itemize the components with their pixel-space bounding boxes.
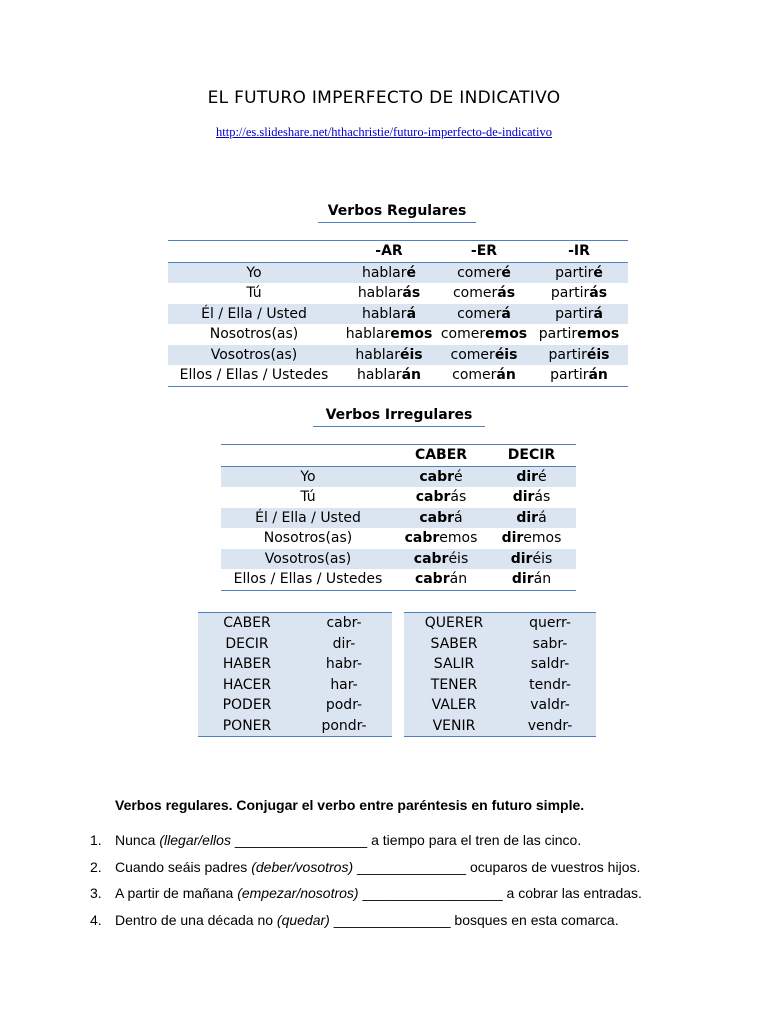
verb-stem: hablar [361, 305, 407, 322]
pronoun-cell: Vosotros(as) [264, 550, 352, 567]
verb-ending: ás [450, 489, 467, 506]
verb-hint: (empezar/nosotros) [237, 885, 359, 901]
pronoun-cell: Tú [300, 489, 316, 506]
table-header-row [168, 241, 628, 263]
stem-cell: valdr- [530, 697, 570, 714]
conjugation-cell-decir [487, 549, 576, 570]
pronoun-cell: Yo [246, 264, 262, 281]
stem-row [404, 716, 596, 737]
conjugation-cell-er [438, 304, 530, 325]
verb-stem: partir [555, 264, 594, 281]
exercise-text [115, 885, 642, 901]
conjugation-cell-caber [395, 487, 487, 508]
answer-blank[interactable]: _________________ [230, 832, 372, 848]
conjugation-cell-decir [487, 508, 576, 529]
irregular-stems-table-left [198, 612, 392, 737]
verb-stem: dir [512, 489, 535, 506]
stem-cell: podr- [325, 697, 363, 714]
verb-stem: cabr [413, 550, 449, 567]
stem-row [404, 613, 596, 634]
verb-ending: emos [485, 326, 528, 343]
verb-stem: partir [538, 326, 578, 343]
header-ir: -IR [568, 243, 590, 260]
verb-ending: án [401, 367, 421, 384]
table-row [221, 466, 576, 487]
pronoun-cell: Nosotros(as) [209, 326, 299, 343]
verb-ending: á [501, 305, 511, 322]
stem-cell: saldr- [530, 656, 570, 673]
stem-row [198, 716, 392, 737]
verb-ending: emos [390, 326, 433, 343]
exercise-prefix: A partir de mañana [115, 885, 238, 901]
conjugation-cell-ir [530, 304, 628, 325]
verb-ending: éis [399, 346, 423, 363]
verb-ending: éis [448, 550, 469, 567]
stem-cell: har- [330, 676, 358, 693]
conjugation-cell-decir [487, 569, 576, 590]
verb-stem: hablar [357, 367, 402, 384]
verb-stem: partir [550, 285, 590, 302]
verb-stem: cabr [415, 489, 451, 506]
conjugation-cell-er [438, 345, 530, 366]
pronoun-cell: Ellos / Ellas / Ustedes [233, 571, 383, 588]
verb-stem: dir [516, 509, 539, 526]
verb-hint: (deber/vosotros) [251, 858, 354, 875]
table-row [168, 304, 628, 325]
pronoun-cell: Yo [300, 468, 316, 485]
pronoun-cell: Ellos / Ellas / Ustedes [179, 367, 329, 384]
verb-ending: ás [402, 285, 421, 302]
pronoun-cell: Tú [246, 285, 262, 302]
source-link[interactable]: http://es.slideshare.net/hthachristie/futuro-imperfecto-de-indicativo [216, 125, 552, 139]
exercise-number: 2. [90, 858, 102, 875]
conjugation-cell-caber [395, 528, 487, 549]
verb-stem: partir [550, 367, 589, 384]
verb-stem: partir [555, 305, 594, 322]
verb-stem: comer [457, 305, 502, 322]
table-row [168, 365, 628, 386]
exercise-suffix: a tiempo para el tren de las cinco. [371, 832, 582, 848]
regular-verbs-table [168, 240, 628, 387]
stem-cell: cabr- [326, 615, 362, 632]
verb-stem: comer [457, 264, 502, 281]
verb-stem: comer [440, 326, 486, 343]
conjugation-cell-ar [340, 324, 438, 345]
verb-ending: é [406, 264, 417, 281]
verb-ending: á [593, 305, 603, 322]
pronoun-cell: Él / Ella / Usted [255, 509, 361, 526]
exercise-text [115, 912, 619, 928]
header-caber: CABER [414, 447, 468, 464]
verb-stem: cabr [419, 468, 455, 485]
stem-cell: vendr- [527, 717, 573, 734]
pronoun-cell: Nosotros(as) [263, 530, 353, 547]
verb-stem: cabr [419, 509, 455, 526]
irregular-verbs-caption: Verbos Irregulares [313, 404, 485, 427]
exercise-number: 4. [90, 911, 102, 928]
table-row [168, 262, 628, 283]
irregular-verbs-table [221, 444, 576, 591]
conjugation-cell-ar [340, 262, 438, 283]
stem-row [198, 695, 392, 716]
conjugation-cell-ir [530, 262, 628, 283]
verb-hint: (llegar/ellos [159, 832, 231, 848]
conjugation-cell-ar [340, 345, 438, 366]
verb-ending: éis [494, 346, 518, 363]
conjugation-cell-decir [487, 487, 576, 508]
verb-ending: é [538, 468, 547, 485]
conjugation-cell-decir [487, 528, 576, 549]
header-er: -ER [470, 243, 498, 260]
verb-ending: ás [534, 489, 551, 506]
verb-ending: án [588, 367, 608, 384]
verb-stem: comer [452, 285, 498, 302]
infinitive-cell: VENIR [432, 717, 476, 734]
verb-ending: emos [439, 530, 478, 547]
conjugation-cell-ar [340, 304, 438, 325]
infinitive-cell: CABER [223, 615, 271, 632]
verb-stem: hablar [361, 264, 407, 281]
infinitive-cell: DECIR [225, 635, 269, 652]
infinitive-cell: SALIR [433, 656, 475, 673]
infinitive-cell: HACER [222, 676, 272, 693]
stem-row [198, 613, 392, 634]
infinitive-cell: HABER [222, 656, 272, 673]
stem-row [404, 654, 596, 675]
verb-stem: hablar [345, 326, 391, 343]
conjugation-cell-ir [530, 324, 628, 345]
stem-row [198, 634, 392, 655]
conjugation-cell-ar [340, 283, 438, 304]
verb-stem: dir [516, 468, 539, 485]
verb-ending: án [533, 571, 552, 588]
verb-ending: é [593, 264, 603, 281]
exercise-text [115, 859, 640, 875]
conjugation-cell-er [438, 365, 530, 386]
verb-stem: cabr [404, 530, 440, 547]
verb-ending: ás [589, 285, 608, 302]
answer-blank[interactable]: __________________ [358, 885, 507, 901]
stem-cell: habr- [325, 656, 363, 673]
exercise-prefix: Cuando seáis padres [115, 858, 252, 875]
infinitive-cell: SABER [430, 635, 478, 652]
conjugation-cell-er [438, 283, 530, 304]
verb-ending: ás [497, 285, 516, 302]
stem-row [404, 695, 596, 716]
verb-ending: emos [523, 530, 562, 547]
stem-row [404, 675, 596, 696]
header-ar: -AR [375, 243, 403, 260]
table-row [221, 487, 576, 508]
verb-ending: é [501, 264, 511, 281]
exercise-prefix: Dentro de una década no [115, 911, 277, 928]
exercise-suffix: ocuparos de vuestros hijos. [469, 858, 641, 875]
stem-cell: pondr- [321, 717, 367, 734]
conjugation-cell-caber [395, 466, 487, 487]
verb-ending: á [538, 509, 547, 526]
verb-stem: partir [548, 346, 587, 363]
verb-stem: hablar [357, 285, 403, 302]
verb-ending: emos [577, 326, 620, 343]
infinitive-cell: VALER [431, 697, 477, 714]
infinitive-cell: QUERER [424, 615, 484, 632]
answer-blank[interactable]: _______________ [329, 911, 455, 928]
verb-hint: (quedar) [276, 911, 330, 928]
exercise-prefix: Nunca [115, 832, 160, 848]
verb-ending: án [496, 367, 516, 384]
table-row [221, 508, 576, 529]
verb-stem: dir [501, 530, 524, 547]
verb-ending: á [406, 305, 417, 322]
table-row [168, 324, 628, 345]
answer-blank[interactable]: ______________ [353, 858, 470, 875]
verb-stem: cabr [414, 571, 450, 588]
verb-stem: hablar [355, 346, 400, 363]
table-header-row [221, 445, 576, 467]
conjugation-cell-er [438, 324, 530, 345]
conjugation-cell-decir [487, 466, 576, 487]
conjugation-cell-caber [395, 569, 487, 590]
conjugation-cell-ir [530, 345, 628, 366]
page-title: EL FUTURO IMPERFECTO DE INDICATIVO [207, 88, 561, 108]
exercise-heading: Verbos regulares. Conjugar el verbo entre paréntesis en futuro simple. [115, 797, 585, 813]
table-row [168, 345, 628, 366]
stem-cell: sabr- [532, 635, 568, 652]
exercise-number: 1. [90, 832, 102, 848]
stem-cell: tendr- [529, 676, 571, 693]
table-row [221, 569, 576, 590]
stem-cell: querr- [529, 615, 571, 632]
conjugation-cell-ar [340, 365, 438, 386]
conjugation-cell-ir [530, 283, 628, 304]
header-pronoun [168, 241, 340, 263]
verb-ending: éis [532, 550, 553, 567]
exercise-text [115, 832, 581, 848]
infinitive-cell: PODER [222, 697, 272, 714]
table-row [221, 528, 576, 549]
exercise-suffix: a cobrar las entradas. [506, 885, 642, 901]
irregular-stems-table-right [404, 612, 596, 737]
conjugation-cell-caber [395, 508, 487, 529]
verb-stem: comer [452, 367, 497, 384]
verb-ending: éis [586, 346, 610, 363]
verb-ending: é [454, 468, 463, 485]
verb-stem: comer [450, 346, 495, 363]
conjugation-cell-caber [395, 549, 487, 570]
header-pronoun [221, 445, 395, 467]
conjugation-cell-er [438, 262, 530, 283]
table-row [168, 283, 628, 304]
pronoun-cell: Él / Ella / Usted [201, 305, 307, 322]
table-row [221, 549, 576, 570]
verb-stem: dir [511, 571, 534, 588]
regular-verbs-caption: Verbos Regulares [318, 200, 476, 223]
stem-row [198, 654, 392, 675]
infinitive-cell: TENER [430, 676, 478, 693]
infinitive-cell: PONER [222, 717, 272, 734]
header-decir: DECIR [507, 447, 556, 464]
stem-row [198, 675, 392, 696]
conjugation-cell-ir [530, 365, 628, 386]
verb-ending: á [454, 509, 463, 526]
stem-row [404, 634, 596, 655]
verb-stem: dir [510, 550, 533, 567]
pronoun-cell: Vosotros(as) [210, 346, 298, 363]
exercise-number: 3. [90, 885, 102, 901]
stem-cell: dir- [332, 635, 356, 652]
exercise-suffix: bosques en esta comarca. [454, 911, 619, 928]
verb-ending: án [449, 571, 468, 588]
